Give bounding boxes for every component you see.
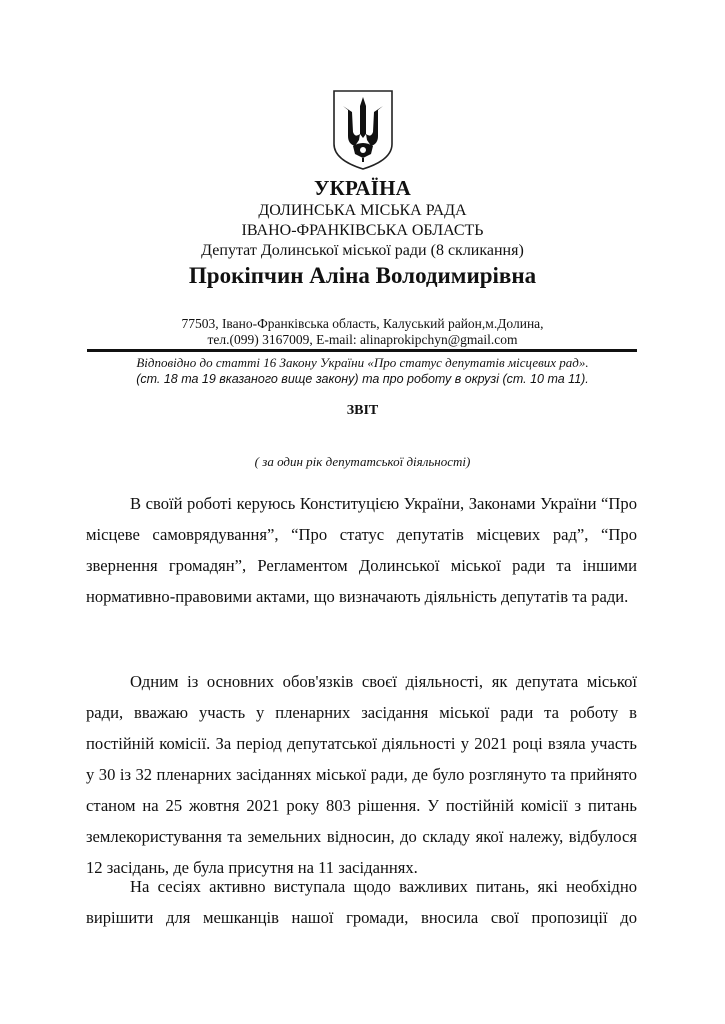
address-line: 77503, Івано-Франківська область, Калуський район,м.Долина, bbox=[181, 316, 544, 331]
council-name: ДОЛИНСЬКА МІСЬКА РАДА bbox=[258, 202, 467, 219]
paragraph-1 bbox=[86, 488, 637, 612]
ukraine-trident-icon bbox=[331, 88, 395, 172]
report-subtitle: ( за один рік депутатської діяльності) bbox=[254, 454, 471, 469]
paragraph-text: Одним із основних обов'язків своєї діяльності, як депутата міської ради, вважаю участь у пленарних засідання міської ради та роботу в постійній комісії. За період депутатської діяльності у 2021 році взяла участь у 30 із 32 пленарних засіданнях міської ради, де було розглянуто та прийнято станом на 25 жовтня 2021 року 803 рішення. У постійній комісії з питань землекористування та земельних відносин, до складу якої належу, відбулося 12 засідань, де була присутня на 11 засіданнях. bbox=[86, 672, 637, 877]
law-reference-line-2: (ст. 18 та 19 вказаного вище закону) та про роботу в окрузі (ст. 10 та 11). bbox=[136, 372, 589, 386]
contacts-line: тел.(099) 3167009, E-mail: alinaprokipchyn@gmail.com bbox=[207, 332, 518, 347]
deputy-name: Прокіпчин Аліна Володимирівна bbox=[188, 263, 537, 288]
paragraph-text: На сесіях активно виступала щодо важливих питань, які необхідно вирішити для мешканців нашої громади, вносила свої пропозиції до bbox=[86, 877, 637, 927]
deputy-line: Депутат Долинської міської ради (8 скликання) bbox=[201, 242, 524, 259]
report-title: ЗВІТ bbox=[346, 403, 379, 418]
oblast-name: ІВАНО-ФРАНКІВСЬКА ОБЛАСТЬ bbox=[241, 222, 484, 239]
paragraph-text: В своїй роботі керуюсь Конституцією України, Законами України “Про місцеве самоврядування”, “Про статус депутатів місцевих рад”, “Про звернення громадян”, Регламентом Долинської міської ради та іншими нормативно-правовими актами, що визначають діяльність депутатів та ради. bbox=[86, 494, 637, 606]
country-title: УКРАЇНА bbox=[313, 176, 412, 200]
law-reference-line-1: Відповідно до статті 16 Закону України «Про статус депутатів місцевих рад». bbox=[136, 355, 589, 370]
paragraph-3 bbox=[86, 871, 637, 933]
header-divider bbox=[87, 349, 637, 352]
paragraph-2 bbox=[86, 666, 637, 883]
